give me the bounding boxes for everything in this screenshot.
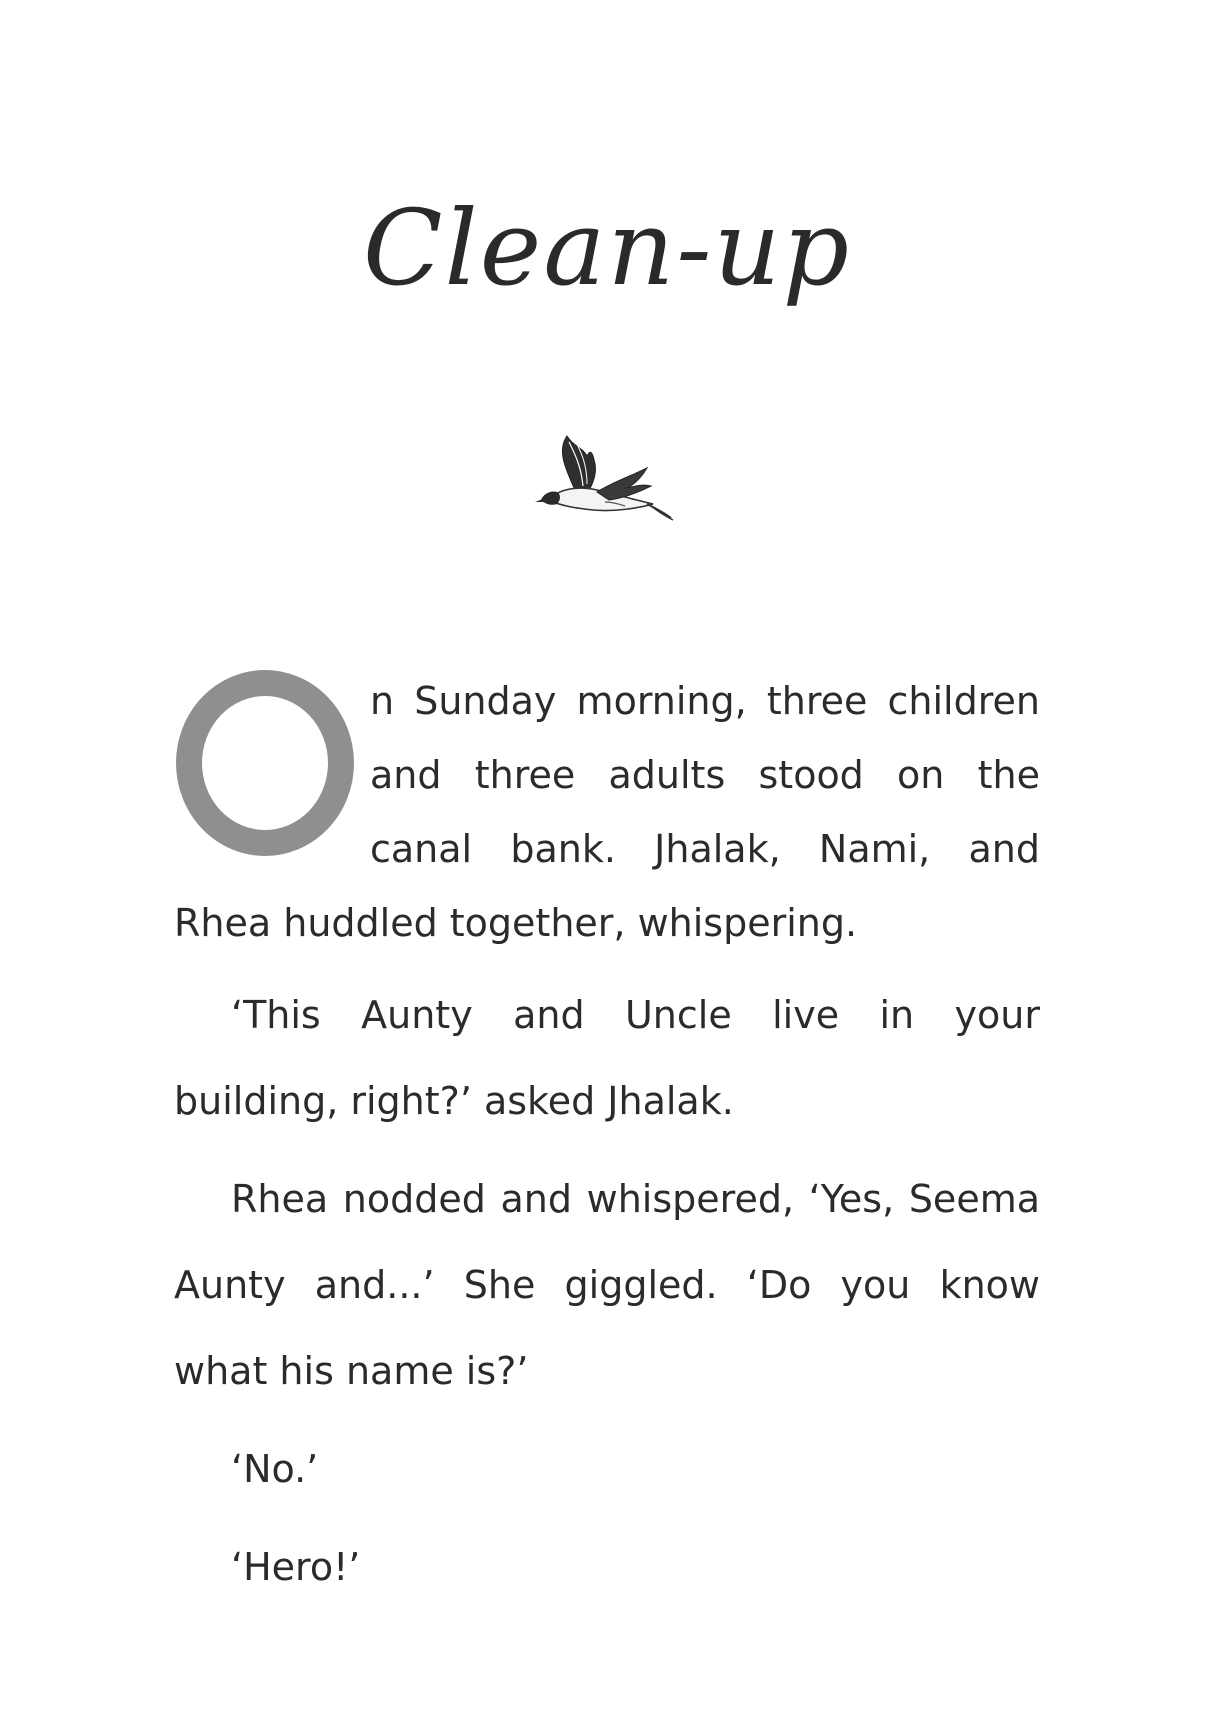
flying-bird-icon (535, 428, 675, 538)
paragraph-2: Rhea nodded and whispered, ‘Yes, Seema Aunty and...’ She giggled. ‘Do you know what his name is?’ (174, 1177, 1040, 1393)
chapter-title: Clean-up (362, 187, 852, 309)
paragraph-1: ‘This Aunty and Uncle live in your building, right?’ asked Jhalak. (174, 993, 1040, 1123)
drop-cap (174, 668, 356, 858)
paragraph-3: ‘No.’ (231, 1447, 319, 1491)
paragraph-4: ‘Hero!’ (231, 1545, 361, 1589)
chapter-body (174, 664, 1040, 1610)
first-paragraph: n Sunday morning, three children and three adults stood on the canal bank. Jhalak, Nami, and Rhea huddled together, whispering. (174, 679, 1040, 945)
